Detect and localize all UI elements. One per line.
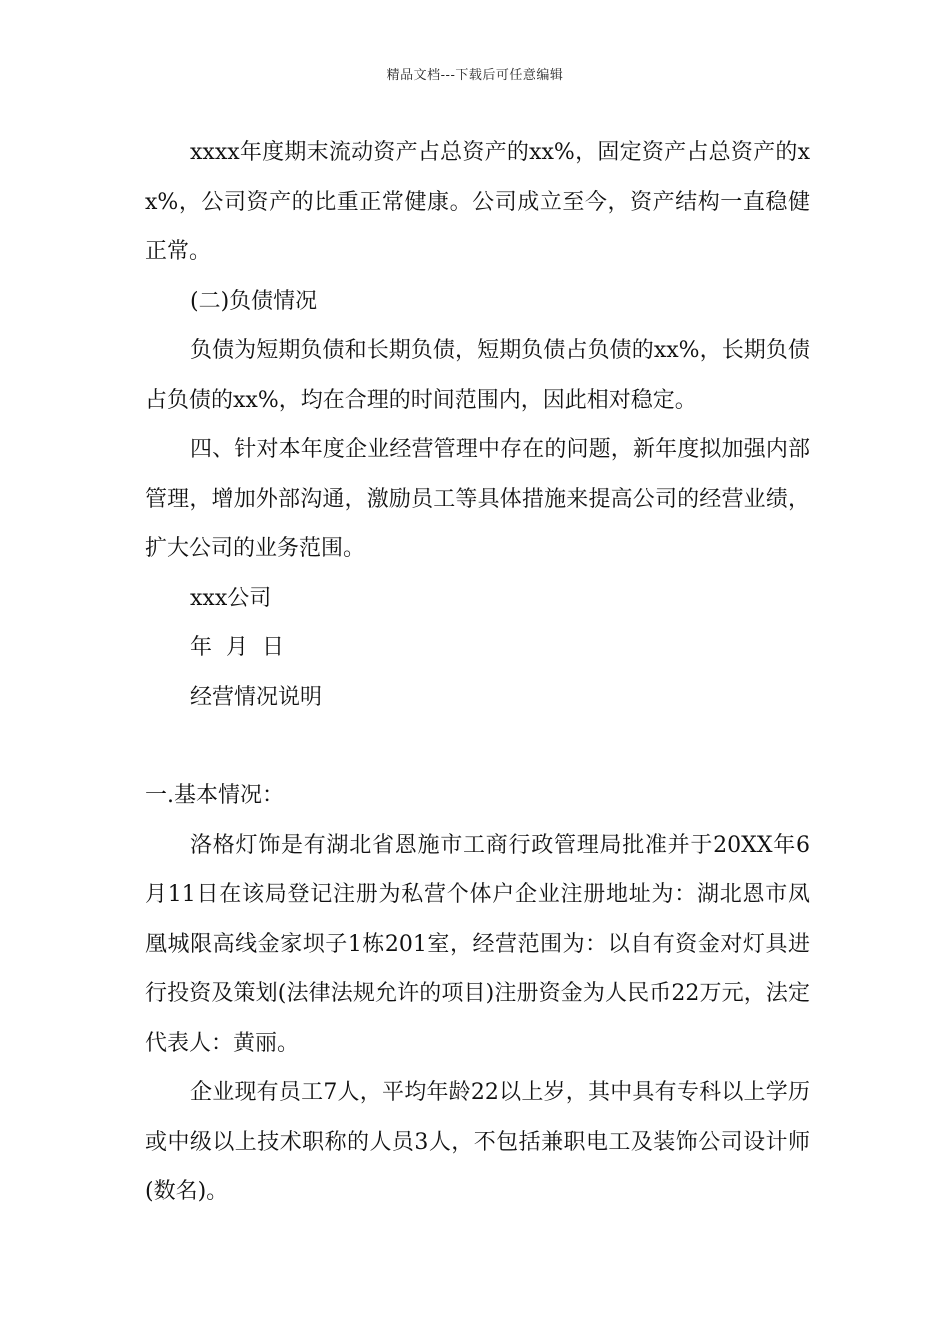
paragraph-company-registration: 洛格灯饰是有湖北省恩施市工商行政管理局批准并于20XX年6月11日在该局登记注册为私营个体户企业注册地址为：湖北恩市凤凰城限高线金家坝子1栋201室，经营范围为：以自有资金对灯具进行投资及策划(法律法规允许的项目)注册资金为人民币22万元，法定代表人：黄丽。 bbox=[145, 832, 810, 1056]
heading-liabilities: (二)负债情况 bbox=[190, 288, 318, 314]
date-line: 年 月 日 bbox=[190, 635, 284, 660]
paragraph-improvement-measures: 四、针对本年度企业经营管理中存在的问题，新年度拟加强内部管理，增加外部沟通，激励员工等具体措施来提高公司的经营业绩，扩大公司的业务范围。 bbox=[145, 437, 810, 561]
company-signature: xxx公司 bbox=[190, 585, 272, 611]
document-body bbox=[145, 128, 810, 1217]
section-title-operations: 经营情况说明 bbox=[190, 684, 323, 710]
paragraph-staff: 企业现有员工7人，平均年龄22以上岁，其中具有专科以上学历或中级以上技术职称的人员3人，不包括兼职电工及装饰公司设计师(数名)。 bbox=[145, 1080, 810, 1204]
page-header: 精品文档---下载后可任意编辑 bbox=[386, 68, 564, 83]
paragraph-liabilities: 负债为短期负债和长期负债，短期负债占负债的xx%，长期负债占负债的xx%，均在合理的时间范围内，因此相对稳定。 bbox=[145, 338, 810, 413]
heading-basic-info: 一.基本情况： bbox=[145, 783, 284, 808]
paragraph-asset-structure: xxxx年度期末流动资产占总资产的xx%，固定资产占总资产的xx%，公司资产的比重正常健康。公司成立至今，资产结构一直稳健正常。 bbox=[145, 140, 810, 264]
